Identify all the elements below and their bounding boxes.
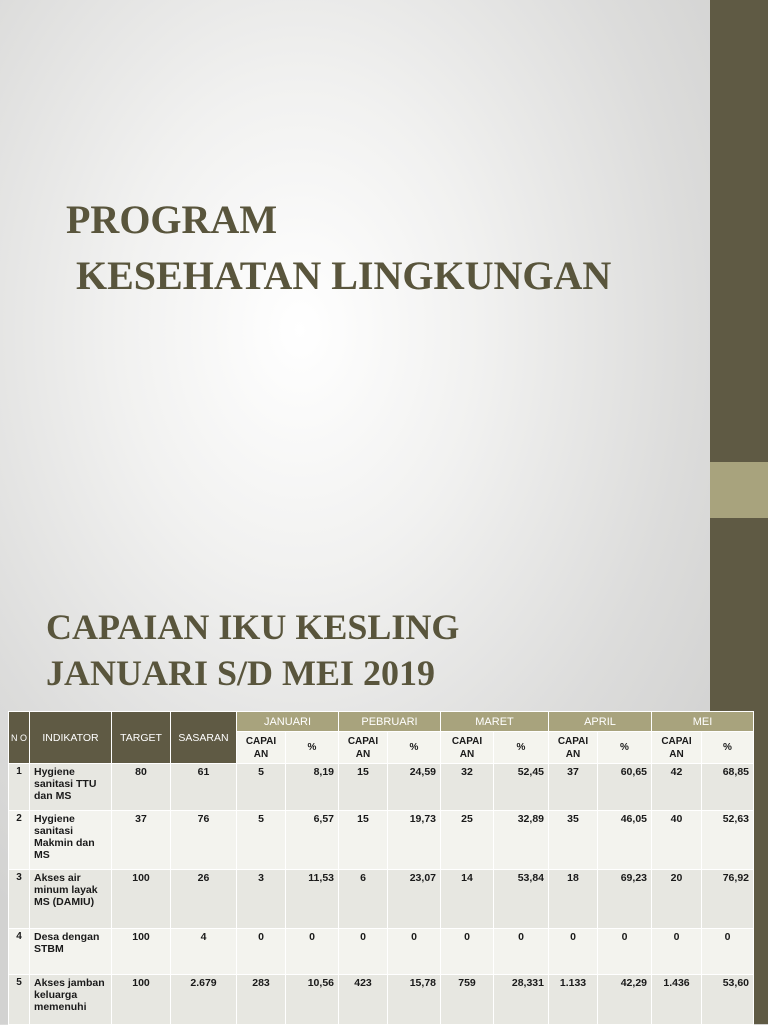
cell-percent: 52,45 [494,764,549,811]
cell-capaian: 0 [339,929,388,975]
header-percent: % [702,732,754,764]
cell-percent: 11,53 [286,870,339,929]
header-percent: % [494,732,549,764]
cell-percent: 76,92 [702,870,754,929]
header-capaian: CAPAI AN [441,732,494,764]
header-month-mei: MEI [652,712,754,732]
cell-capaian: 3 [237,870,286,929]
table-heading-line2: JANUARI S/D MEI 2019 [46,653,436,693]
cell-percent: 53,60 [702,975,754,1025]
cell-percent: 0 [286,929,339,975]
row-no: 2 [9,811,30,870]
row-target: 37 [112,811,171,870]
cell-capaian: 0 [549,929,598,975]
cell-capaian: 0 [652,929,702,975]
cell-percent: 46,05 [598,811,652,870]
cell-percent: 23,07 [388,870,441,929]
table-row [9,929,754,975]
cell-percent: 53,84 [494,870,549,929]
cell-percent: 28,331 [494,975,549,1025]
slide-title [66,192,611,304]
header-month-maret: MARET [441,712,549,732]
cell-capaian: 5 [237,811,286,870]
cell-percent: 52,63 [702,811,754,870]
table-heading [46,604,459,696]
table-row [9,870,754,929]
header-percent: % [598,732,652,764]
row-indikator: Hygiene sanitasi TTU dan MS [30,764,112,811]
cell-capaian: 18 [549,870,598,929]
cell-percent: 60,65 [598,764,652,811]
header-capaian: CAPAI AN [237,732,286,764]
cell-capaian: 42 [652,764,702,811]
cell-percent: 6,57 [286,811,339,870]
cell-capaian: 283 [237,975,286,1025]
row-sasaran: 4 [171,929,237,975]
table-row [9,975,754,1025]
header-capaian: CAPAI AN [549,732,598,764]
cell-percent: 0 [598,929,652,975]
cell-capaian: 5 [237,764,286,811]
header-capaian: CAPAI AN [652,732,702,764]
cell-percent: 8,19 [286,764,339,811]
cell-capaian: 1.436 [652,975,702,1025]
header-month-januari: JANUARI [237,712,339,732]
header-percent: % [286,732,339,764]
cell-capaian: 6 [339,870,388,929]
row-target: 100 [112,929,171,975]
row-no: 1 [9,764,30,811]
header-sasaran: SASARAN [171,712,237,764]
cell-capaian: 0 [237,929,286,975]
iku-table [8,711,754,1025]
cell-percent: 69,23 [598,870,652,929]
cell-percent: 42,29 [598,975,652,1025]
header-month-april: APRIL [549,712,652,732]
header-month-pebruari: PEBRUARI [339,712,441,732]
row-target: 80 [112,764,171,811]
row-sasaran: 2.679 [171,975,237,1025]
cell-capaian: 1.133 [549,975,598,1025]
table-row [9,811,754,870]
header-percent: % [388,732,441,764]
cell-capaian: 37 [549,764,598,811]
cell-capaian: 423 [339,975,388,1025]
header-no: N O [9,712,30,764]
row-indikator: Akses jamban keluarga memenuhi [30,975,112,1025]
header-indikator: INDIKATOR [30,712,112,764]
cell-capaian: 15 [339,811,388,870]
header-target: TARGET [112,712,171,764]
cell-percent: 0 [702,929,754,975]
cell-percent: 68,85 [702,764,754,811]
cell-capaian: 40 [652,811,702,870]
cell-percent: 0 [388,929,441,975]
cell-percent: 10,56 [286,975,339,1025]
cell-capaian: 0 [441,929,494,975]
slide-title-line1: PROGRAM [66,197,278,242]
cell-capaian: 20 [652,870,702,929]
row-no: 4 [9,929,30,975]
row-no: 3 [9,870,30,929]
row-indikator: Desa dengan STBM [30,929,112,975]
sidebar-accent-block [710,462,768,518]
table-row [9,764,754,811]
cell-percent: 19,73 [388,811,441,870]
cell-percent: 32,89 [494,811,549,870]
row-indikator: Akses air minum layak MS (DAMIU) [30,870,112,929]
cell-capaian: 25 [441,811,494,870]
cell-percent: 15,78 [388,975,441,1025]
row-sasaran: 61 [171,764,237,811]
row-target: 100 [112,870,171,929]
cell-capaian: 759 [441,975,494,1025]
table-heading-line1: CAPAIAN IKU KESLING [46,607,460,647]
slide-title-line2: KESEHATAN LINGKUNGAN [76,253,612,298]
row-sasaran: 76 [171,811,237,870]
cell-percent: 24,59 [388,764,441,811]
cell-percent: 0 [494,929,549,975]
cell-capaian: 14 [441,870,494,929]
row-no: 5 [9,975,30,1025]
row-sasaran: 26 [171,870,237,929]
cell-capaian: 35 [549,811,598,870]
row-indikator: Hygiene sanitasi Makmin dan MS [30,811,112,870]
cell-capaian: 32 [441,764,494,811]
row-target: 100 [112,975,171,1025]
cell-capaian: 15 [339,764,388,811]
header-capaian: CAPAI AN [339,732,388,764]
